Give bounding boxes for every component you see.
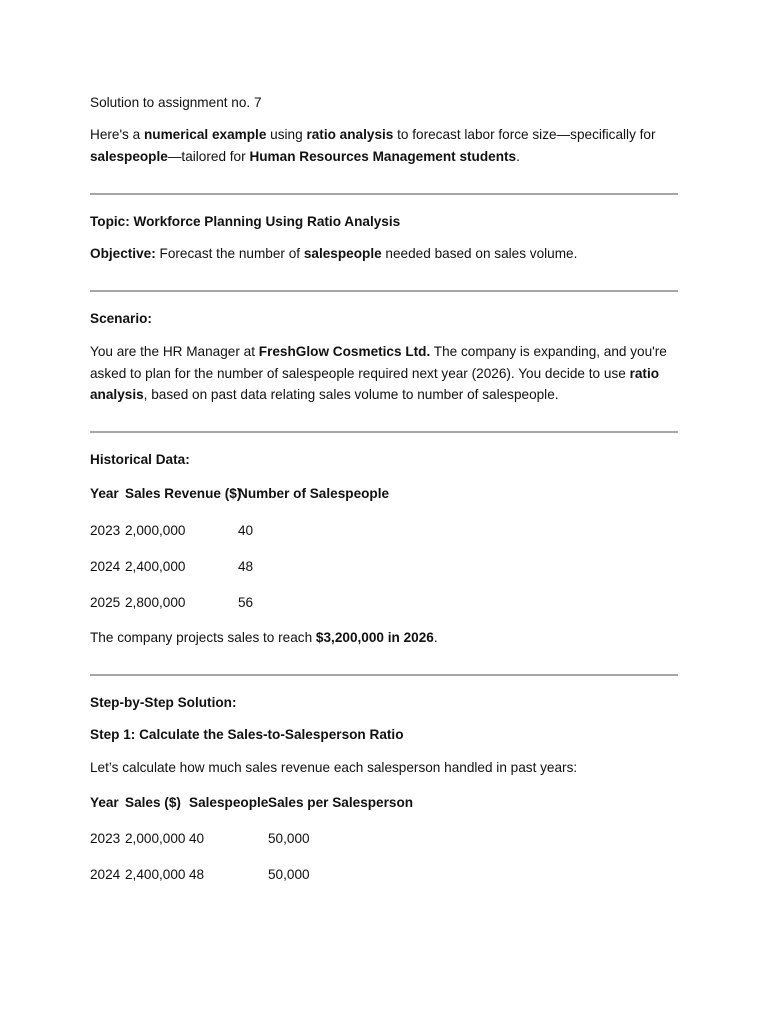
table-cell-sales-per-salesperson: 50,000: [268, 867, 310, 882]
divider: [90, 431, 678, 433]
table-header-cell: Year: [90, 486, 119, 501]
objective-bold-salespeople: salespeople: [303, 246, 382, 261]
objective-text: Forecast the number of: [155, 246, 304, 261]
table-cell-year: 2023: [90, 831, 121, 846]
intro-bold-salespeople: salespeople: [90, 149, 168, 164]
table-header-cell: Sales per Salesperson: [268, 795, 414, 810]
objective-line: [90, 245, 577, 263]
intro-line-1: [90, 126, 656, 144]
table-cell-sales-per-salesperson: 50,000: [268, 831, 310, 846]
intro-bold-numerical-example: numerical example: [143, 127, 267, 142]
step1-text: Let’s calculate how much sales revenue each salesperson handled in past years:: [90, 760, 578, 775]
divider: [90, 674, 678, 676]
topic-heading: Topic: Workforce Planning Using Ratio Analysis: [90, 214, 401, 229]
divider: [90, 193, 678, 195]
table-header-cell: Sales Revenue ($): [125, 486, 242, 501]
scenario-text: The company is expanding, and you're: [430, 344, 667, 359]
table-header-cell: Number of Salespeople: [238, 486, 390, 501]
table-cell-sales: 2,800,000: [125, 595, 186, 610]
scenario-heading: Scenario:: [90, 311, 152, 326]
scenario-line-1: [90, 343, 667, 361]
scenario-text: , based on past data relating sales volume to number of salespeople.: [143, 387, 559, 402]
table-cell-year: 2024: [90, 559, 121, 574]
scenario-text: asked to plan for the number of salespeople required next year (2026). You decide to use: [90, 366, 630, 381]
projection-text: .: [433, 630, 438, 645]
intro-text: using: [266, 127, 307, 142]
scenario-line-2: [90, 365, 659, 383]
divider: [90, 290, 678, 292]
projection-bold-value: $3,200,000 in 2026: [315, 630, 434, 645]
table-cell-sales: 2,000,000: [125, 831, 186, 846]
table-cell-salespeople: 48: [238, 559, 254, 574]
intro-text: .: [516, 149, 520, 164]
intro-text: to forecast labor force size—specifically for: [393, 127, 656, 142]
objective-label: Objective:: [90, 246, 156, 261]
objective-text: needed based on sales volume.: [381, 246, 578, 261]
table-cell-salespeople: 40: [189, 831, 205, 846]
scenario-text: You are the HR Manager at: [90, 344, 259, 359]
scenario-company-name: FreshGlow Cosmetics Ltd.: [258, 344, 431, 359]
table-cell-year: 2025: [90, 595, 121, 610]
table-cell-sales: 2,400,000: [125, 867, 186, 882]
scenario-bold-ratio: ratio: [629, 366, 660, 381]
table-cell-sales: 2,000,000: [125, 523, 186, 538]
scenario-bold-analysis: analysis: [90, 387, 144, 402]
table-cell-salespeople: 48: [189, 867, 205, 882]
table-header-cell: Salespeople: [189, 795, 269, 810]
scenario-line-3: [90, 386, 559, 404]
table-cell-sales: 2,400,000: [125, 559, 186, 574]
projection-text: The company projects sales to reach: [90, 630, 316, 645]
historical-heading: Historical Data:: [90, 452, 190, 467]
document-title: Solution to assignment no. 7: [90, 95, 262, 110]
intro-bold-ratio-analysis: ratio analysis: [306, 127, 394, 142]
intro-text: Here's a: [90, 127, 144, 142]
step1-heading: Step 1: Calculate the Sales-to-Salesperson Ratio: [90, 727, 404, 742]
table-cell-salespeople: 56: [238, 595, 254, 610]
table-cell-salespeople: 40: [238, 523, 254, 538]
intro-line-2: [90, 148, 520, 166]
projection-line: [90, 629, 438, 647]
table-header-cell: Sales ($): [125, 795, 181, 810]
table-cell-year: 2024: [90, 867, 121, 882]
table-cell-year: 2023: [90, 523, 121, 538]
solution-heading: Step-by-Step Solution:: [90, 695, 237, 710]
intro-bold-hrm-students: Human Resources Management students: [249, 149, 517, 164]
table-header-cell: Year: [90, 795, 119, 810]
intro-text: —tailored for: [167, 149, 250, 164]
